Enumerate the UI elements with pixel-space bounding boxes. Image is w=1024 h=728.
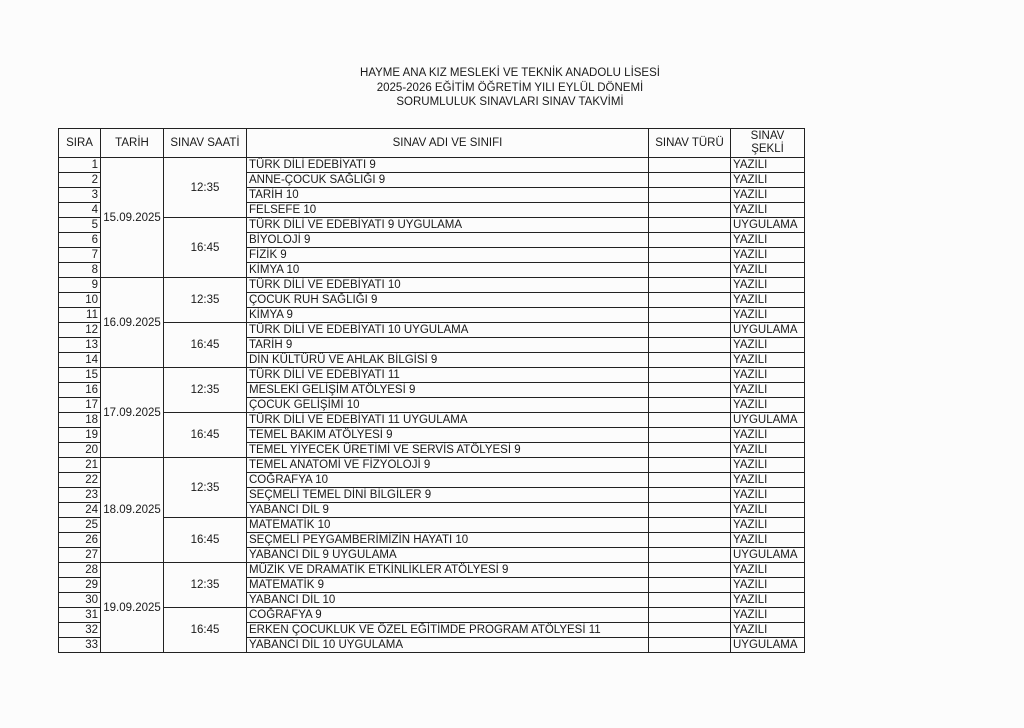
exam-type [649, 188, 731, 203]
row-number: 13 [59, 338, 101, 353]
exam-type [649, 263, 731, 278]
exam-name: TÜRK DİLİ VE EDEBİYATI 11 UYGULAMA [247, 413, 649, 428]
exam-type [649, 398, 731, 413]
exam-name: TEMEL BAKIM ATÖLYESİ 9 [247, 428, 649, 443]
exam-date: 18.09.2025 [101, 458, 164, 563]
exam-form: YAZILI [731, 518, 805, 533]
row-number: 26 [59, 533, 101, 548]
exam-form: YAZILI [731, 623, 805, 638]
exam-name: KİMYA 9 [247, 308, 649, 323]
exam-type [649, 338, 731, 353]
term-title: 2025-2026 EĞİTİM ÖĞRETİM YILI EYLÜL DÖNEMİ [376, 81, 644, 94]
exam-name: TÜRK DİLİ EDEBİYATI 9 [247, 158, 649, 173]
exam-name: YABANCI DİL 10 UYGULAMA [247, 638, 649, 653]
exam-form: UYGULAMA [731, 413, 805, 428]
exam-time: 12:35 [164, 563, 247, 608]
exam-type [649, 548, 731, 563]
row-number: 28 [59, 563, 101, 578]
exam-date: 17.09.2025 [101, 368, 164, 458]
header-sekli [731, 129, 805, 158]
exam-type [649, 623, 731, 638]
exam-name: YABANCI DİL 9 [247, 503, 649, 518]
exam-name: MATEMATİK 10 [247, 518, 649, 533]
exam-name: TEMEL ANATOMİ VE FİZYOLOJİ 9 [247, 458, 649, 473]
exam-type [649, 458, 731, 473]
row-number: 9 [59, 278, 101, 293]
row-number: 29 [59, 578, 101, 593]
row-number: 3 [59, 188, 101, 203]
exam-form: YAZILI [731, 488, 805, 503]
row-number: 22 [59, 473, 101, 488]
exam-form: YAZILI [731, 173, 805, 188]
row-number: 14 [59, 353, 101, 368]
exam-time: 16:45 [164, 518, 247, 563]
exam-form: YAZILI [731, 593, 805, 608]
exam-form: YAZILI [731, 398, 805, 413]
exam-name: MESLEKİ GELİŞİM ATÖLYESİ 9 [247, 383, 649, 398]
exam-type [649, 473, 731, 488]
exam-form: YAZILI [731, 383, 805, 398]
exam-type [649, 158, 731, 173]
exam-form: YAZILI [731, 503, 805, 518]
row-number: 16 [59, 383, 101, 398]
exam-time: 16:45 [164, 608, 247, 653]
header-turu: SINAV TÜRÜ [649, 129, 731, 158]
row-number: 17 [59, 398, 101, 413]
exam-type [649, 278, 731, 293]
exam-type [649, 323, 731, 338]
exam-form: UYGULAMA [731, 218, 805, 233]
exam-time: 12:35 [164, 158, 247, 218]
table-row [59, 458, 805, 473]
exam-type [649, 173, 731, 188]
table-header-row [59, 129, 805, 158]
exam-form: UYGULAMA [731, 323, 805, 338]
row-number: 6 [59, 233, 101, 248]
table-row [59, 413, 805, 428]
exam-type [649, 383, 731, 398]
row-number: 23 [59, 488, 101, 503]
exam-name: ÇOCUK RUH SAĞLIĞI 9 [247, 293, 649, 308]
exam-name: YABANCI DİL 10 [247, 593, 649, 608]
exam-form: YAZILI [731, 308, 805, 323]
row-number: 31 [59, 608, 101, 623]
exam-name: TÜRK DİLİ VE EDEBİYATI 10 [247, 278, 649, 293]
exam-name: MÜZİK VE DRAMATİK ETKİNLİKLER ATÖLYESİ 9 [247, 563, 649, 578]
exam-form: UYGULAMA [731, 548, 805, 563]
exam-name: ÇOCUK GELİŞİMİ 10 [247, 398, 649, 413]
exam-name: SEÇMELİ PEYGAMBERİMİZİN HAYATI 10 [247, 533, 649, 548]
exam-form: YAZILI [731, 578, 805, 593]
table-row [59, 323, 805, 338]
row-number: 33 [59, 638, 101, 653]
header-saat: SINAV SAATİ [164, 129, 247, 158]
exam-type [649, 413, 731, 428]
exam-form: YAZILI [731, 278, 805, 293]
row-number: 30 [59, 593, 101, 608]
row-number: 18 [59, 413, 101, 428]
row-number: 4 [59, 203, 101, 218]
exam-date: 15.09.2025 [101, 158, 164, 278]
exam-type [649, 368, 731, 383]
table-row [59, 368, 805, 383]
exam-form: YAZILI [731, 443, 805, 458]
exam-name: COĞRAFYA 9 [247, 608, 649, 623]
exam-form: YAZILI [731, 233, 805, 248]
exam-time: 12:35 [164, 368, 247, 413]
exam-name: TARİH 10 [247, 188, 649, 203]
exam-form: YAZILI [731, 293, 805, 308]
exam-type [649, 248, 731, 263]
schedule-title: SORUMLULUK SINAVLARI SINAV TAKVİMİ [396, 96, 624, 108]
row-number: 27 [59, 548, 101, 563]
document-header [260, 66, 760, 110]
row-number: 15 [59, 368, 101, 383]
row-number: 7 [59, 248, 101, 263]
table-row [59, 218, 805, 233]
school-name: HAYME ANA KIZ MESLEKİ VE TEKNİK ANADOLU LİSESİ [360, 67, 660, 79]
exam-time: 12:35 [164, 278, 247, 323]
exam-time: 16:45 [164, 413, 247, 458]
exam-form: YAZILI [731, 248, 805, 263]
row-number: 21 [59, 458, 101, 473]
exam-form: YAZILI [731, 428, 805, 443]
exam-name: KİMYA 10 [247, 263, 649, 278]
row-number: 2 [59, 173, 101, 188]
exam-type [649, 608, 731, 623]
row-number: 20 [59, 443, 101, 458]
table-row [59, 608, 805, 623]
exam-name: COĞRAFYA 10 [247, 473, 649, 488]
exam-form: YAZILI [731, 353, 805, 368]
exam-type [649, 308, 731, 323]
exam-type [649, 578, 731, 593]
table-row [59, 518, 805, 533]
exam-form: YAZILI [731, 563, 805, 578]
exam-form: YAZILI [731, 473, 805, 488]
exam-type [649, 218, 731, 233]
exam-name: SEÇMELİ TEMEL DİNİ BİLGİLER 9 [247, 488, 649, 503]
exam-name: TEMEL YİYECEK ÜRETİMİ VE SERVİS ATÖLYESİ 9 [247, 443, 649, 458]
row-number: 32 [59, 623, 101, 638]
exam-type [649, 353, 731, 368]
row-number: 8 [59, 263, 101, 278]
row-number: 5 [59, 218, 101, 233]
exam-form: YAZILI [731, 188, 805, 203]
row-number: 10 [59, 293, 101, 308]
exam-time: 16:45 [164, 218, 247, 278]
exam-type [649, 518, 731, 533]
table-row [59, 563, 805, 578]
row-number: 25 [59, 518, 101, 533]
row-number: 24 [59, 503, 101, 518]
exam-name: FİZİK 9 [247, 248, 649, 263]
exam-date: 19.09.2025 [101, 563, 164, 653]
exam-name: FELSEFE 10 [247, 203, 649, 218]
exam-form: YAZILI [731, 338, 805, 353]
exam-form: UYGULAMA [731, 638, 805, 653]
exam-form: YAZILI [731, 533, 805, 548]
exam-name: MATEMATİK 9 [247, 578, 649, 593]
header-tarih: TARİH [101, 129, 164, 158]
table-row [59, 278, 805, 293]
exam-name: TARİH 9 [247, 338, 649, 353]
exam-type [649, 488, 731, 503]
header-sekli-line1: SINAV [750, 130, 785, 142]
exam-name: ANNE-ÇOCUK SAĞLIĞI 9 [247, 173, 649, 188]
exam-type [649, 593, 731, 608]
exam-type [649, 503, 731, 518]
exam-name: DİN KÜLTÜRÜ VE AHLAK BİLGİSİ 9 [247, 353, 649, 368]
exam-name: TÜRK DİLİ VE EDEBİYATI 9 UYGULAMA [247, 218, 649, 233]
header-sekli-line2: ŞEKLİ [751, 143, 784, 155]
exam-name: TÜRK DİLİ VE EDEBİYATI 10 UYGULAMA [247, 323, 649, 338]
exam-name: TÜRK DİLİ VE EDEBİYATI 11 [247, 368, 649, 383]
exam-type [649, 428, 731, 443]
exam-schedule-table [58, 128, 805, 653]
exam-form: YAZILI [731, 608, 805, 623]
exam-time: 16:45 [164, 323, 247, 368]
row-number: 11 [59, 308, 101, 323]
row-number: 12 [59, 323, 101, 338]
exam-name: ERKEN ÇOCUKLUK VE ÖZEL EĞİTİMDE PROGRAM ATÖLYESİ 11 [247, 623, 649, 638]
exam-name: BİYOLOJİ 9 [247, 233, 649, 248]
exam-form: YAZILI [731, 158, 805, 173]
header-adi: SINAV ADI VE SINIFI [247, 129, 649, 158]
row-number: 1 [59, 158, 101, 173]
exam-type [649, 293, 731, 308]
exam-type [649, 533, 731, 548]
exam-type [649, 443, 731, 458]
exam-type [649, 203, 731, 218]
exam-date: 16.09.2025 [101, 278, 164, 368]
exam-type [649, 638, 731, 653]
exam-name: YABANCI DİL 9 UYGULAMA [247, 548, 649, 563]
exam-type [649, 233, 731, 248]
exam-form: YAZILI [731, 458, 805, 473]
exam-form: YAZILI [731, 368, 805, 383]
table-body [59, 158, 805, 653]
row-number: 19 [59, 428, 101, 443]
exam-form: YAZILI [731, 263, 805, 278]
exam-form: YAZILI [731, 203, 805, 218]
header-sira: SIRA [59, 129, 101, 158]
exam-type [649, 563, 731, 578]
table-row [59, 158, 805, 173]
exam-time: 12:35 [164, 458, 247, 518]
